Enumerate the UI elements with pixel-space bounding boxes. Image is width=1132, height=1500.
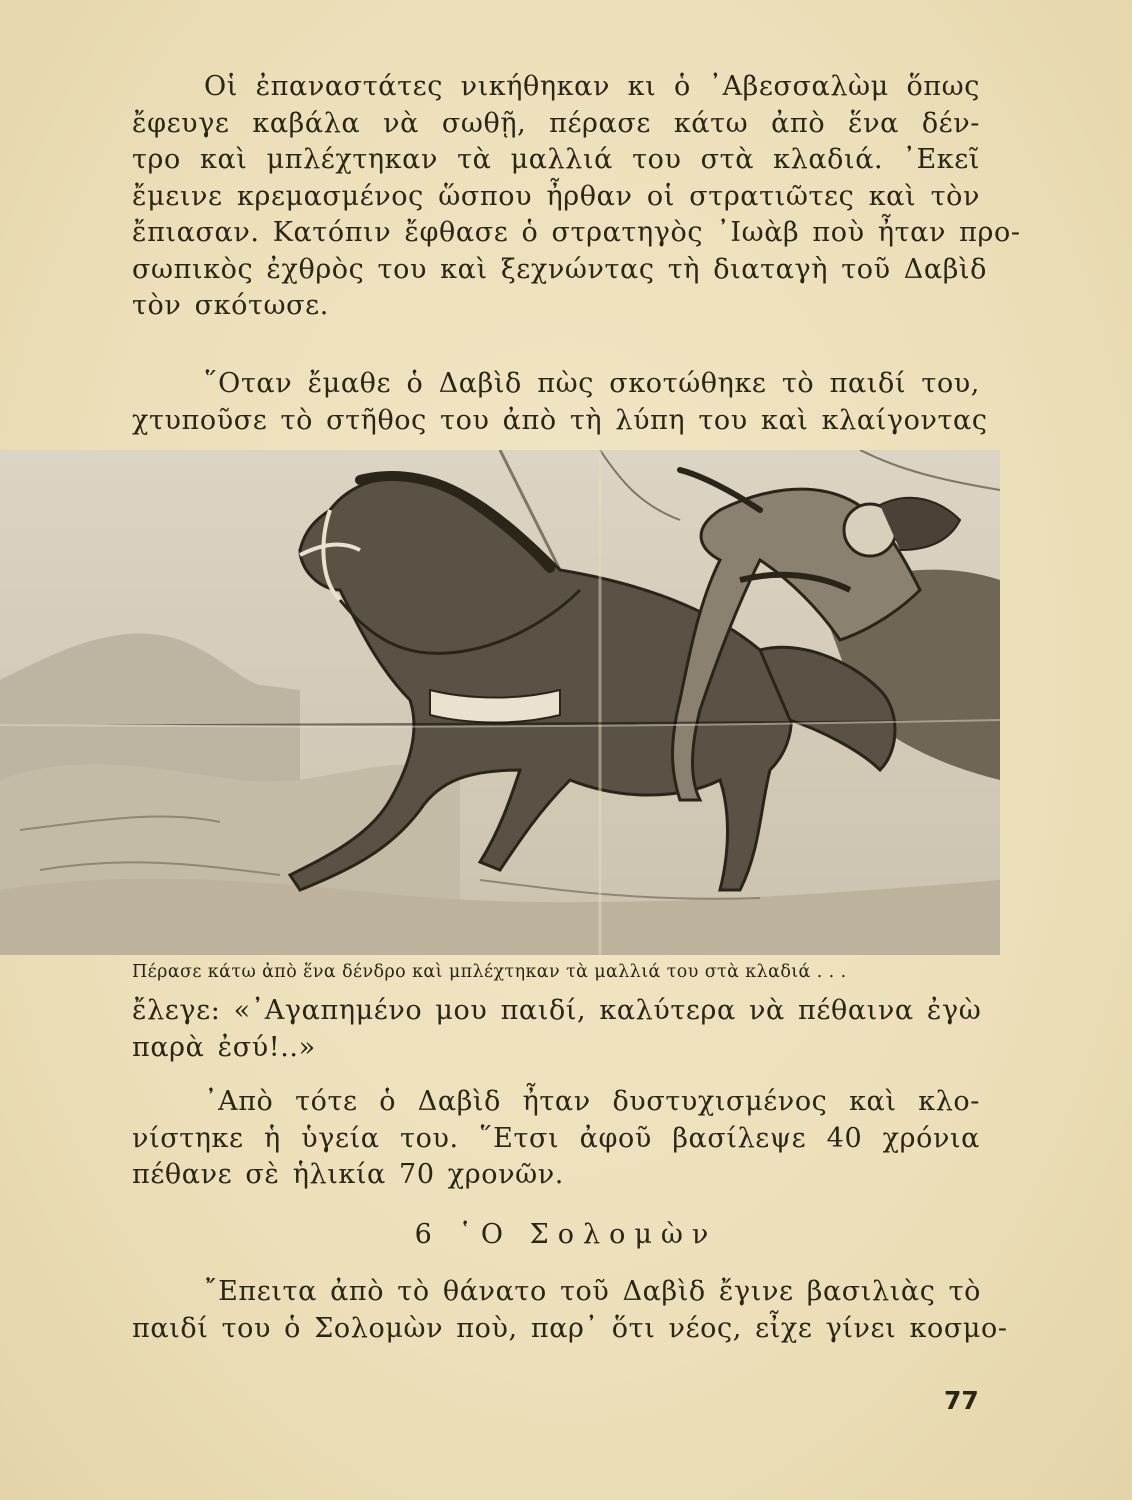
- illustration-caption: Πέρασε κάτω ἀπὸ ἕνα δένδρο καὶ μπλέχτηκαν τὰ μαλλιά του στὰ κλαδιά . . .: [132, 962, 847, 982]
- paragraph-david-grief: [132, 366, 988, 439]
- text-line: παρὰ ἐσύ!..»: [132, 1031, 316, 1063]
- text-line: ἔμεινε κρεμασμένος ὥσπου ἦρθαν οἱ στρατιῶτες καὶ τὸν: [132, 180, 980, 212]
- text-line: ᾿Απὸ τότε ὁ Δαβὶδ ἦταν δυστυχισμένος καὶ κλο-: [204, 1086, 980, 1117]
- text-line: Οἱ ἐπαναστάτες νικήθηκαν κι ὁ ᾿Αβεσσαλὼμ ὅπως: [204, 71, 980, 102]
- text-line: παιδί του ὁ Σολομὼν ποὺ, παρ᾿ ὅτι νέος, εἶχε γίνει κοσμο-: [132, 1312, 1008, 1344]
- text-line: τὸν σκότωσε.: [132, 290, 329, 321]
- section-heading: 6 ῾Ο Σολομὼν: [414, 1219, 718, 1250]
- paragraph-absalom-defeat: [132, 69, 1021, 325]
- text-line: ἔφευγε καβάλα νὰ σωθῇ, πέρασε κάτω ἀπὸ ἕνα δέν-: [132, 107, 980, 139]
- paragraph-solomon: [132, 1274, 1008, 1347]
- text-line: τρο καὶ μπλέχτηκαν τὰ μαλλιά του στὰ κλαδιά. ᾿Εκεῖ: [132, 144, 980, 175]
- text-line: ῎Επειτα ἀπὸ τὸ θάνατο τοῦ Δαβὶδ ἔγινε βασιλιὰς τὸ: [204, 1276, 982, 1307]
- page-number: 77: [944, 1386, 979, 1415]
- text-line: νίστηκε ἡ ὑγεία του. ῞Ετσι ἀφοῦ βασίλεψε 40 χρόνια: [132, 1122, 980, 1154]
- text-line: σωπικὸς ἐχθρὸς του καὶ ξεχνώντας τὴ διαταγὴ τοῦ Δαβὶδ: [132, 253, 987, 285]
- text-line: ἔλεγε: «᾿Αγαπημένο μου παιδί, καλύτερα νὰ πέθαινα ἐγὼ: [132, 995, 982, 1026]
- paragraph-david-death: [132, 1084, 980, 1194]
- text-line: χτυποῦσε τὸ στῆθος του ἀπὸ τὴ λύπη του καὶ κλαίγοντας: [132, 404, 988, 436]
- paragraph-david-lament: [132, 993, 980, 1066]
- illustration-absalom-horse: [0, 450, 1000, 955]
- text-line: ῞Οταν ἔμαθε ὁ Δαβὶδ πὼς σκοτώθηκε τὸ παιδί του,: [204, 368, 980, 399]
- text-line: πέθανε σὲ ἡλικία 70 χρονῶν.: [132, 1159, 564, 1190]
- text-line: ἔπιασαν. Κατόπιν ἔφθασε ὁ στρατηγὸς ᾿Ιωὰβ ποὺ ἦταν προ-: [132, 217, 1021, 248]
